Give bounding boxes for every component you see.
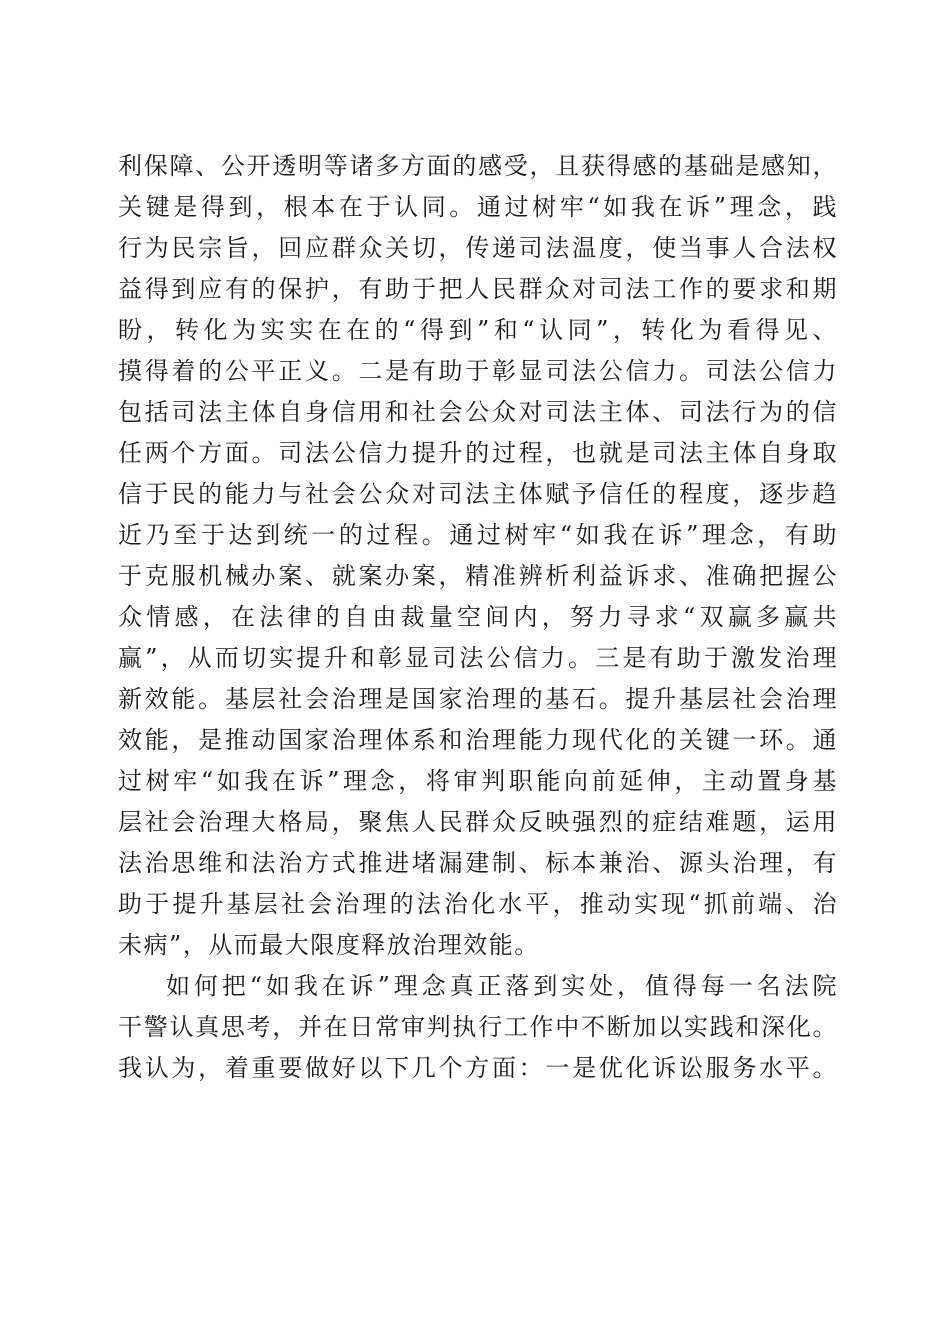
text-line: 如何把“如我在诉”理念真正落到实处，值得每一名法院 xyxy=(166,972,838,1000)
text-line: 未病”，从而最大限度释放治理效能。 xyxy=(118,931,540,959)
text-line: 盼，转化为实实在在的“得到”和“认同”，转化为看得见、 xyxy=(118,316,838,344)
text-line: 近乃至于达到统一的过程。通过树牢“如我在诉”理念，有助 xyxy=(118,521,838,549)
text-line: 信于民的能力与社会公众对司法主体赋予信任的程度，逐步趋 xyxy=(118,480,838,508)
text-line: 益得到应有的保护，有助于把人民群众对司法工作的要求和期 xyxy=(118,275,838,303)
text-line: 利保障、公开透明等诸多方面的感受，且获得感的基础是感知， xyxy=(118,152,838,180)
text-line: 法治思维和法治方式推进堵漏建制、标本兼治、源头治理，有 xyxy=(118,849,838,877)
text-line: 层社会治理大格局，聚焦人民群众反映强烈的症结难题，运用 xyxy=(118,808,838,836)
text-line: 于克服机械办案、就案办案，精准辨析利益诉求、准确把握公 xyxy=(118,562,838,590)
text-line: 干警认真思考，并在日常审判执行工作中不断加以实践和深化。 xyxy=(118,1013,838,1041)
text-line: 任两个方面。司法公信力提升的过程，也就是司法主体自身取 xyxy=(118,439,838,467)
text-line: 新效能。基层社会治理是国家治理的基石。提升基层社会治理 xyxy=(118,685,838,713)
text-line: 效能，是推动国家治理体系和治理能力现代化的关键一环。通 xyxy=(118,726,838,754)
text-line: 助于提升基层社会治理的法治化水平，推动实现“抓前端、治 xyxy=(118,890,838,918)
document-body xyxy=(118,146,838,1089)
text-line: 包括司法主体自身信用和社会公众对司法主体、司法行为的信 xyxy=(118,398,838,426)
text-line: 摸得着的公平正义。二是有助于彰显司法公信力。司法公信力 xyxy=(118,357,838,385)
text-line: 众情感，在法律的自由裁量空间内，努力寻求“双赢多赢共 xyxy=(118,603,838,631)
text-line: 关键是得到，根本在于认同。通过树牢“如我在诉”理念，践 xyxy=(118,193,838,221)
paragraph-2 xyxy=(118,966,838,1089)
text-line: 行为民宗旨，回应群众关切，传递司法温度，使当事人合法权 xyxy=(118,234,838,262)
paragraph-1 xyxy=(118,146,838,966)
text-line: 过树牢“如我在诉”理念，将审判职能向前延伸，主动置身基 xyxy=(118,767,838,795)
text-line: 我认为，着重要做好以下几个方面：一是优化诉讼服务水平。 xyxy=(118,1054,838,1082)
text-line: 赢”，从而切实提升和彰显司法公信力。三是有助于激发治理 xyxy=(118,644,838,672)
